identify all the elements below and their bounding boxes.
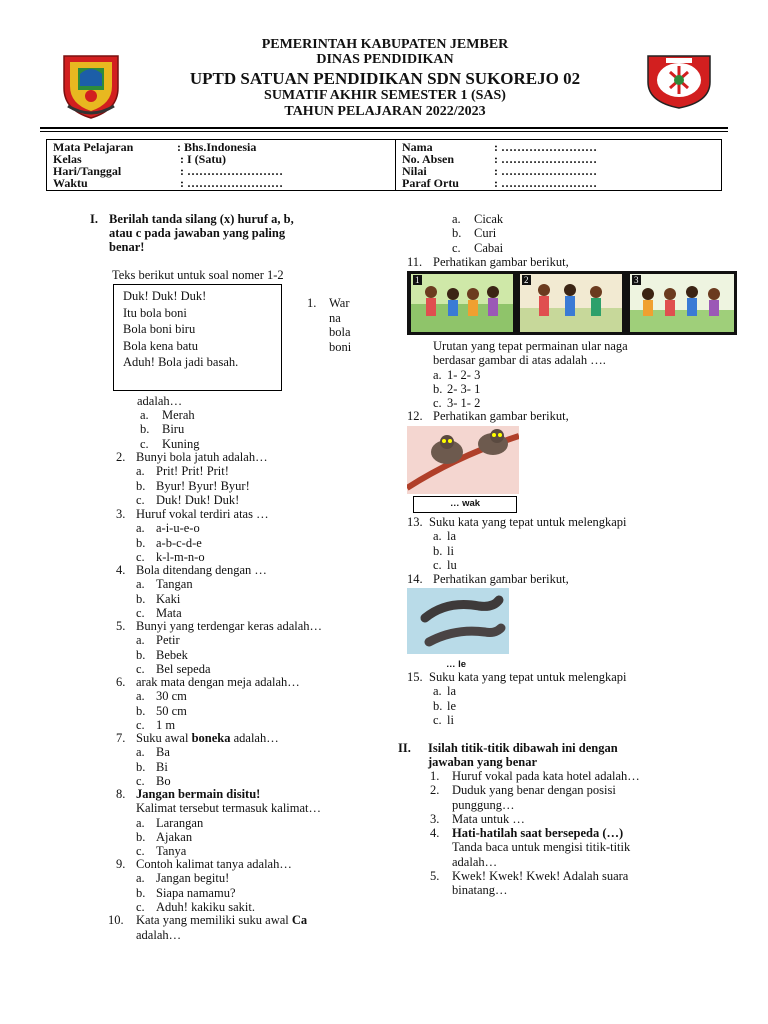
answer-option[interactable]: c. 3- 1- 2 (433, 396, 481, 411)
question-14-prompt: 14. Perhatikan gambar berikut, (407, 572, 569, 586)
fill-in-item: 3. Mata untuk … (430, 811, 525, 826)
school-emblem-logo (644, 52, 714, 110)
poem-line: Duk! Duk! Duk! (123, 289, 207, 303)
section1-numeral: I. (90, 212, 98, 226)
fill-in-item: 5. Kwek! Kwek! Kwek! Adalah suara binatang… (430, 869, 629, 898)
answer-option[interactable]: c. Kuning (140, 436, 200, 451)
section2-numeral: II. (398, 741, 411, 755)
fill-in-item: 2. Duduk yang benar dengan posisi punggung… (430, 783, 616, 812)
question-4: 4. Bola ditendang dengan … a. Tangan b. Kaki c. Mata (116, 563, 267, 620)
section1-instruction: Berilah tanda silang (x) huruf a, b, atau c pada jawaban yang paling benar! (109, 212, 294, 254)
answer-option[interactable]: b. li (433, 543, 454, 558)
q14-picture (407, 588, 509, 654)
answer-option[interactable]: b. Siapa namamu? (136, 885, 236, 900)
header-line-government: PEMERINTAH KABUPATEN JEMBER (261, 37, 509, 52)
section2-items (430, 769, 670, 898)
children-playing-illustration (630, 274, 734, 332)
poem-line: Aduh! Bola jadi basah. (123, 355, 239, 369)
answer-option[interactable]: c. Duk! Duk! Duk! (136, 492, 240, 507)
question-15: 15. Suku kata yang tepat untuk melengkapi a. la b. le c. li (407, 670, 627, 727)
answer-option[interactable]: b. 2- 3- 1 (433, 381, 481, 396)
fill-in-item: 1. Huruf vokal pada kata hotel adalah… (430, 769, 640, 783)
question-5: 5. Bunyi yang terdengar keras adalah… a. Petir b. Bebek c. Bel sepeda (116, 619, 323, 676)
answer-option[interactable]: c. Mata (136, 605, 182, 620)
question-9: 9. Contoh kalimat tanya adalah… a. Jangan begitu! b. Siapa namamu? c. Aduh! kakiku sakit. (116, 857, 292, 914)
answer-option[interactable]: a. Cicak (452, 212, 504, 226)
answer-option[interactable]: a. Jangan begitu! (136, 871, 230, 886)
question-11-text: Urutan yang tepat permainan ular naga berdasar gambar di atas adalah …. a. 1- 2- 3 b. 2- 3- 1 c. 3- 1- 2 (433, 339, 628, 411)
answer-option[interactable]: c. Tanya (136, 844, 187, 859)
q10-options (452, 212, 503, 255)
answer-option[interactable]: c. k-l-m-n-o (136, 549, 205, 564)
answer-option[interactable]: b. Biru (140, 422, 185, 437)
info-row-name: Nama : …………………… (402, 140, 597, 154)
answer-option[interactable]: a. Prit! Prit! Prit! (136, 464, 229, 479)
info-row-class: Kelas : I (Satu) (53, 152, 227, 166)
picture-panel-1: 1 (411, 274, 513, 332)
answer-option[interactable]: b. Bi (136, 759, 168, 774)
question-7: 7. Suku awal boneka adalah… a. Ba b. Bi c. Bo (116, 731, 279, 788)
header-line-school: UPTD SATUAN PENDIDIKAN SDN SUKOREJO 02 (189, 69, 581, 88)
answer-option[interactable]: b. Kaki (136, 591, 181, 606)
q14-caption: … le (446, 659, 467, 670)
answer-option[interactable]: a. 1- 2- 3 (433, 367, 481, 382)
info-row-score: Nilai : …………………… (402, 164, 597, 178)
header-line-year: TAHUN PELAJARAN 2022/2023 (284, 104, 486, 119)
q12-picture (407, 426, 519, 494)
answer-option[interactable]: a. 30 cm (136, 689, 187, 704)
question-11-prompt: 11. Perhatikan gambar berikut, (407, 255, 569, 269)
header-line-exam: SUMATIF AKHIR SEMESTER 1 (SAS) (264, 88, 506, 103)
answer-option[interactable]: b. Byur! Byur! Byur! (136, 478, 250, 493)
question-6: 6. arak mata dengan meja adalah… a. 30 cm b. 50 cm c. 1 m (116, 675, 300, 732)
question-10: 10. Kata yang memiliki suku awal Ca adalah… (108, 913, 308, 942)
poem-line: Bola kena batu (123, 338, 198, 353)
student-info-table (46, 139, 722, 191)
info-row-absent-number: No. Absen : …………………… (402, 152, 597, 166)
answer-option[interactable]: a. la (433, 529, 457, 544)
answer-option[interactable]: b. a-b-c-d-e (136, 535, 202, 550)
catfish-illustration (407, 588, 509, 654)
answer-option[interactable]: c. 1 m (136, 717, 176, 732)
q11-picture-strip (407, 271, 737, 335)
civet-animal-illustration (407, 426, 519, 494)
children-playing-illustration (520, 274, 622, 332)
info-row-time: Waktu : …………………… (53, 176, 283, 190)
picture-panel-3: 3 (630, 274, 734, 332)
reading-intro: Teks berikut untuk soal nomer 1-2 (112, 268, 284, 282)
answer-option[interactable]: a. Tangan (136, 577, 193, 592)
poem-line: Itu bola boni (123, 305, 187, 320)
header-divider (40, 127, 728, 129)
answer-option[interactable]: c. Cabai (452, 240, 504, 255)
info-row-date: Hari/Tanggal : …………………… (53, 164, 283, 178)
q1-options (140, 408, 200, 451)
header-divider-thin (40, 131, 728, 132)
question-1-text: War na bola boni (329, 296, 352, 354)
answer-option[interactable]: a. Merah (140, 408, 195, 422)
question-2: 2. Bunyi bola jatuh adalah… a. Prit! Prit! Prit! b. Byur! Byur! Byur! c. Duk! Duk! Duk! (116, 450, 268, 507)
poem-line: Bola boni biru (123, 322, 196, 336)
question-1-number: 1. (307, 296, 317, 310)
question-13: 13. Suku kata yang tepat untuk melengkapi a. la b. li c. lu (407, 515, 627, 572)
question-12-prompt: 12. Perhatikan gambar berikut, (407, 409, 569, 423)
answer-option[interactable]: c. Aduh! kakiku sakit. (136, 899, 255, 914)
question-8: 8. Jangan bermain disitu! Kalimat tersebut termasuk kalimat… a. Larangan b. Ajakan c. Tanya (116, 787, 322, 859)
answer-option[interactable]: c. Bel sepeda (136, 661, 211, 676)
fill-in-item: 4. Hati-hatilah saat bersepeda (…) Tanda baca untuk mengisi titik-titik adalah… (430, 826, 631, 869)
question-3: 3. Huruf vokal terdiri atas … a. a-i-u-e-o b. a-b-c-d-e c. k-l-m-n-o (116, 507, 269, 564)
header-line-office: DINAS PENDIDIKAN (316, 52, 454, 67)
answer-option[interactable]: a. Ba (136, 745, 170, 760)
children-playing-illustration (411, 274, 513, 332)
question-1-continuation: adalah… (137, 394, 183, 408)
answer-option[interactable]: a. Petir (136, 633, 180, 648)
info-right-box (396, 140, 722, 191)
info-row-subject: Mata Pelajaran : Bhs.Indonesia (53, 140, 257, 154)
answer-option[interactable]: a. la (433, 684, 457, 699)
answer-option[interactable]: b. Bebek (136, 647, 188, 662)
section2-instruction: Isilah titik-titik dibawah ini dengan jawaban yang benar (428, 741, 618, 769)
info-left-box (47, 140, 396, 191)
answer-option[interactable]: c. Bo (136, 773, 171, 788)
answer-option[interactable]: c. li (433, 712, 454, 727)
info-row-parent-sign: Paraf Ortu : …………………… (402, 176, 597, 190)
answer-option[interactable]: b. Ajakan (136, 829, 193, 844)
jember-regency-logo (58, 52, 124, 120)
answer-option[interactable]: b. Curi (452, 226, 497, 241)
poem-box (113, 284, 282, 391)
answer-option[interactable]: a. Larangan (136, 815, 204, 830)
answer-option[interactable]: a. a-i-u-e-o (136, 521, 200, 536)
answer-option[interactable]: b. 50 cm (136, 703, 187, 718)
answer-option[interactable]: c. lu (433, 557, 457, 572)
answer-option[interactable]: b. le (433, 698, 457, 713)
q12-caption-box: … wak (413, 496, 517, 513)
picture-panel-2: 2 (520, 274, 622, 332)
